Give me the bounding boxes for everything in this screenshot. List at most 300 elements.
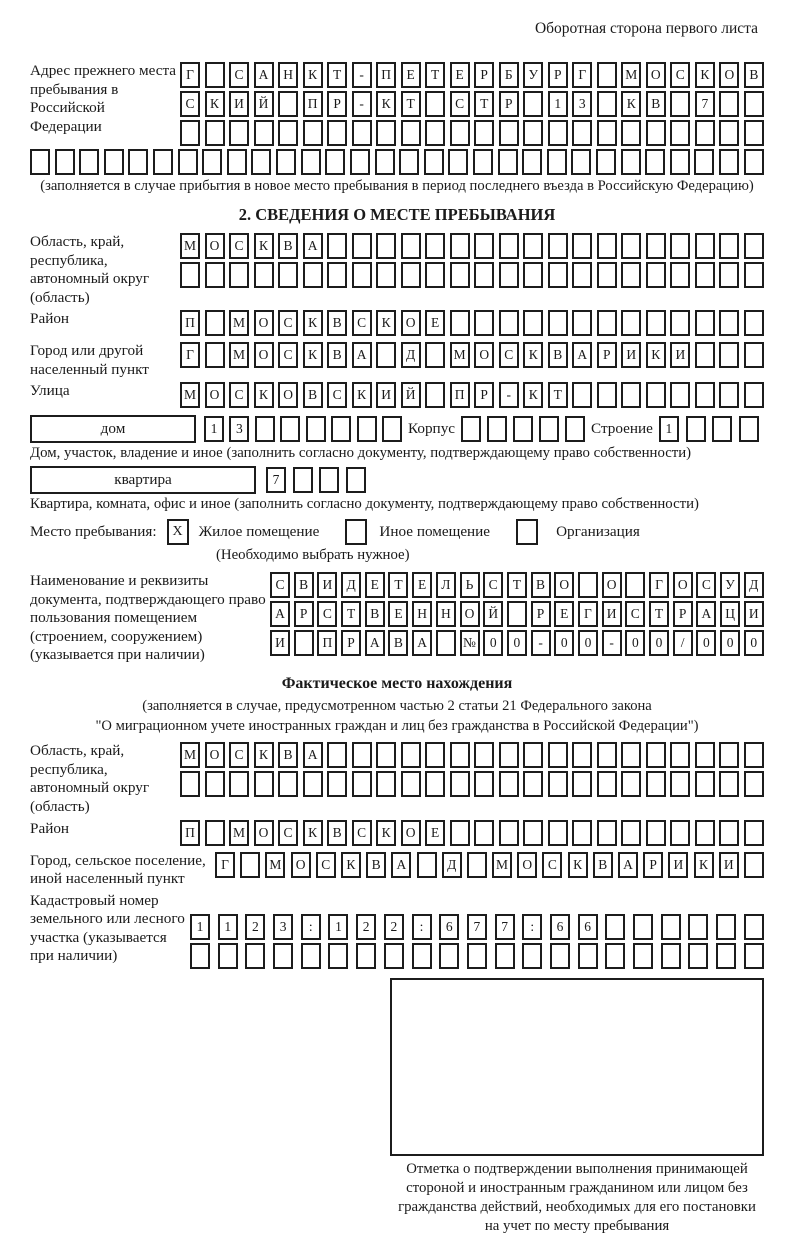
char-cell: [425, 771, 445, 797]
char-cell: С: [270, 572, 290, 598]
char-cell: В: [593, 852, 613, 878]
char-cell: [401, 262, 421, 288]
char-cell: [597, 233, 617, 259]
char-cell: [450, 120, 470, 146]
char-cell: Р: [643, 852, 663, 878]
char-cell: [240, 852, 260, 878]
char-cell: О: [205, 382, 225, 408]
char-cell: [327, 771, 347, 797]
char-cell: -: [352, 62, 372, 88]
char-cell: [670, 149, 690, 175]
char-cell: [417, 852, 437, 878]
document-row-3: [270, 630, 764, 656]
char-cell: [646, 771, 666, 797]
char-cell: 0: [696, 630, 716, 656]
char-cell: Т: [474, 91, 494, 117]
char-cell: [646, 742, 666, 768]
page-side-note: Оборотная сторона первого листа: [534, 20, 758, 37]
char-cell: 2: [356, 914, 376, 940]
char-cell: М: [180, 382, 200, 408]
checkbox-other-premises: [345, 519, 367, 545]
char-cell: Д: [744, 572, 764, 598]
char-cell: 7: [695, 91, 715, 117]
char-cell: О: [460, 601, 480, 627]
char-cell: Е: [450, 62, 470, 88]
char-cell: 7: [266, 467, 286, 493]
stamp-caption: Отметка о подтверждении выполнения принимающей стороной и иностранным гражданином или лицом без гражданства действий, необходимых для его постановки на учет по месту пребывания: [398, 1160, 756, 1235]
char-cell: С: [229, 742, 249, 768]
char-cell: [401, 742, 421, 768]
char-cell: С: [352, 310, 372, 336]
char-cell: Р: [673, 601, 693, 627]
char-cell: [205, 310, 225, 336]
char-cell: [670, 310, 690, 336]
char-cell: С: [327, 382, 347, 408]
char-cell: -: [352, 91, 372, 117]
char-cell: [178, 149, 198, 175]
char-cell: А: [352, 342, 372, 368]
char-cell: Н: [412, 601, 432, 627]
char-cell: [180, 262, 200, 288]
char-cell: [376, 262, 396, 288]
char-cell: [425, 91, 445, 117]
char-cell: А: [303, 233, 323, 259]
char-cell: [202, 149, 222, 175]
char-cell: [670, 262, 690, 288]
char-cell: 0: [578, 630, 598, 656]
char-cell: 2: [384, 914, 404, 940]
char-cell: [670, 820, 690, 846]
char-cell: В: [327, 342, 347, 368]
char-cell: [499, 771, 519, 797]
prev-address-block: [30, 62, 764, 149]
char-cell: [218, 943, 238, 969]
checkbox-organization: [516, 519, 538, 545]
char-cell: [522, 149, 542, 175]
district-line: [30, 310, 764, 339]
char-cell: С: [180, 91, 200, 117]
char-cell: [695, 820, 715, 846]
char-cell: К: [254, 742, 274, 768]
char-cell: [523, 120, 543, 146]
char-cell: К: [254, 382, 274, 408]
char-cell: [621, 820, 641, 846]
char-cell: [376, 742, 396, 768]
char-cell: 6: [578, 914, 598, 940]
section2-title: 2. СВЕДЕНИЯ О МЕСТЕ ПРЕБЫВАНИЯ: [238, 205, 556, 224]
char-cell: А: [696, 601, 716, 627]
char-cell: [621, 771, 641, 797]
stroenie-cells: [659, 416, 759, 442]
char-cell: [597, 382, 617, 408]
char-cell: О: [254, 820, 274, 846]
char-cell: 0: [649, 630, 669, 656]
char-cell: А: [391, 852, 411, 878]
char-cell: 1: [659, 416, 679, 442]
char-cell: [280, 416, 300, 442]
char-cell: О: [278, 382, 298, 408]
char-cell: [695, 342, 715, 368]
apartment-caption: Квартира, комната, офис и иное (заполнить согласно документу, подтверждающему право собственности): [30, 496, 699, 513]
char-cell: [180, 771, 200, 797]
actual-region-row-2: [180, 771, 764, 797]
char-cell: К: [646, 342, 666, 368]
char-cell: [744, 262, 764, 288]
char-cell: 1: [328, 914, 348, 940]
char-cell: Т: [649, 601, 669, 627]
char-cell: [278, 120, 298, 146]
char-cell: В: [294, 572, 314, 598]
actual-location-note-1: (заполняется в случае, предусмотренном частью 2 статьи 21 Федерального закона: [142, 698, 652, 715]
char-cell: М: [265, 852, 285, 878]
char-cell: В: [646, 91, 666, 117]
char-cell: [719, 120, 739, 146]
char-cell: [744, 310, 764, 336]
char-cell: [346, 467, 366, 493]
char-cell: [487, 416, 507, 442]
char-cell: С: [317, 601, 337, 627]
char-cell: [661, 914, 681, 940]
char-cell: В: [548, 342, 568, 368]
cadastre-row-2: [190, 943, 764, 969]
char-cell: [572, 310, 592, 336]
char-cell: [645, 149, 665, 175]
char-cell: 3: [273, 914, 293, 940]
char-cell: [350, 149, 370, 175]
char-cell: [597, 262, 617, 288]
char-cell: Р: [294, 601, 314, 627]
char-cell: [352, 742, 372, 768]
char-cell: [499, 120, 519, 146]
char-cell: [254, 771, 274, 797]
char-cell: Г: [572, 62, 592, 88]
char-cell: [294, 630, 314, 656]
char-cell: [572, 771, 592, 797]
char-cell: [548, 820, 568, 846]
actual-location-notes: [30, 697, 764, 736]
char-cell: 1: [204, 416, 224, 442]
char-cell: [712, 416, 732, 442]
char-cell: [303, 120, 323, 146]
char-cell: Г: [578, 601, 598, 627]
char-cell: 1: [218, 914, 238, 940]
char-cell: [450, 233, 470, 259]
char-cell: [425, 262, 445, 288]
char-cell: Р: [341, 630, 361, 656]
char-cell: [190, 943, 210, 969]
char-cell: [79, 149, 99, 175]
document-row-2: [270, 601, 764, 627]
char-cell: Й: [254, 91, 274, 117]
char-cell: [450, 310, 470, 336]
char-cell: С: [670, 62, 690, 88]
char-cell: В: [278, 233, 298, 259]
char-cell: -: [531, 630, 551, 656]
char-cell: [499, 310, 519, 336]
other-premises-label: Иное помещение: [379, 523, 491, 541]
char-cell: О: [254, 310, 274, 336]
char-cell: [572, 742, 592, 768]
char-cell: В: [531, 572, 551, 598]
cadastre-label: Кадастровый номер земельного или лесного участка (указывается при наличии): [30, 891, 185, 965]
char-cell: 0: [483, 630, 503, 656]
char-cell: [597, 771, 617, 797]
char-cell: С: [625, 601, 645, 627]
char-cell: [646, 262, 666, 288]
char-cell: [104, 149, 124, 175]
prev-address-note: (заполняется в случае прибытия в новое место пребывания в период последнего въезда в Российскую Федерацию): [40, 178, 754, 194]
city-row: [180, 342, 764, 368]
char-cell: [328, 943, 348, 969]
house-line: [30, 415, 764, 443]
char-cell: [450, 771, 470, 797]
char-cell: [495, 943, 515, 969]
char-cell: Т: [327, 62, 347, 88]
char-cell: [523, 742, 543, 768]
char-cell: М: [229, 820, 249, 846]
prev-address-row-4: [30, 149, 764, 175]
char-cell: М: [180, 233, 200, 259]
char-cell: [670, 91, 690, 117]
region-label: Область, край, республика, автономный округ (область): [30, 233, 150, 306]
char-cell: [597, 742, 617, 768]
document-line: [30, 572, 764, 665]
char-cell: [352, 233, 372, 259]
char-cell: Е: [388, 601, 408, 627]
char-cell: И: [621, 342, 641, 368]
char-cell: [744, 382, 764, 408]
char-cell: [571, 149, 591, 175]
char-cell: [719, 310, 739, 336]
char-cell: [695, 310, 715, 336]
stamp-box: [390, 978, 764, 1156]
char-cell: [572, 382, 592, 408]
char-cell: Ь: [460, 572, 480, 598]
char-cell: [450, 742, 470, 768]
char-cell: [205, 771, 225, 797]
char-cell: [376, 342, 396, 368]
char-cell: [686, 416, 706, 442]
char-cell: [572, 262, 592, 288]
char-cell: В: [366, 852, 386, 878]
char-cell: [229, 262, 249, 288]
char-cell: Й: [401, 382, 421, 408]
char-cell: В: [278, 742, 298, 768]
char-cell: [474, 771, 494, 797]
char-cell: 3: [572, 91, 592, 117]
char-cell: К: [523, 342, 543, 368]
char-cell: [352, 262, 372, 288]
char-cell: К: [303, 342, 323, 368]
char-cell: [382, 416, 402, 442]
char-cell: Р: [548, 62, 568, 88]
char-cell: К: [303, 310, 323, 336]
char-cell: М: [621, 62, 641, 88]
char-cell: [572, 820, 592, 846]
char-cell: Р: [474, 62, 494, 88]
char-cell: А: [365, 630, 385, 656]
char-cell: 7: [467, 914, 487, 940]
char-cell: С: [542, 852, 562, 878]
char-cell: Г: [215, 852, 235, 878]
char-cell: Т: [548, 382, 568, 408]
char-cell: [205, 62, 225, 88]
char-cell: П: [180, 820, 200, 846]
char-cell: О: [646, 62, 666, 88]
char-cell: В: [327, 310, 347, 336]
char-cell: [245, 943, 265, 969]
char-cell: [744, 120, 764, 146]
char-cell: [596, 149, 616, 175]
char-cell: Е: [412, 572, 432, 598]
char-cell: [436, 630, 456, 656]
char-cell: [474, 120, 494, 146]
char-cell: [744, 742, 764, 768]
char-cell: :: [522, 914, 542, 940]
region-row-2: [180, 262, 764, 288]
char-cell: В: [303, 382, 323, 408]
char-cell: И: [317, 572, 337, 598]
char-cell: [507, 601, 527, 627]
char-cell: [319, 467, 339, 493]
char-cell: М: [180, 742, 200, 768]
region-line: [30, 233, 764, 307]
char-cell: Р: [597, 342, 617, 368]
char-cell: 2: [245, 914, 265, 940]
char-cell: Е: [554, 601, 574, 627]
char-cell: [670, 742, 690, 768]
char-cell: И: [670, 342, 690, 368]
char-cell: :: [301, 914, 321, 940]
char-cell: В: [365, 601, 385, 627]
char-cell: О: [254, 342, 274, 368]
char-cell: К: [254, 233, 274, 259]
place-type-line: [30, 519, 764, 545]
char-cell: [128, 149, 148, 175]
char-cell: [278, 771, 298, 797]
char-cell: [399, 149, 419, 175]
char-cell: [621, 233, 641, 259]
char-cell: О: [474, 342, 494, 368]
prev-address-row-1: [180, 62, 764, 88]
document-rows: [270, 572, 764, 659]
char-cell: [473, 149, 493, 175]
char-cell: [276, 149, 296, 175]
char-cell: Г: [180, 62, 200, 88]
char-cell: [474, 310, 494, 336]
char-cell: [498, 149, 518, 175]
char-cell: К: [621, 91, 641, 117]
actual-region-label: Область, край, республика, автономный округ (область): [30, 742, 150, 816]
actual-location-body: [30, 742, 764, 971]
char-cell: [522, 943, 542, 969]
char-cell: К: [695, 62, 715, 88]
actual-location-title: Фактическое место нахождения: [281, 675, 513, 693]
char-cell: [439, 943, 459, 969]
char-cell: [661, 943, 681, 969]
char-cell: [205, 262, 225, 288]
char-cell: [597, 310, 617, 336]
char-cell: [646, 310, 666, 336]
char-cell: [572, 120, 592, 146]
char-cell: [325, 149, 345, 175]
char-cell: С: [278, 310, 298, 336]
char-cell: [327, 233, 347, 259]
char-cell: [357, 416, 377, 442]
char-cell: [744, 914, 764, 940]
house-caption: Дом, участок, владение и иное (заполнить согласно документу, подтверждающему право собственности): [30, 445, 692, 462]
char-cell: А: [303, 742, 323, 768]
char-cell: Р: [499, 91, 519, 117]
section2-body: [30, 233, 764, 665]
char-cell: П: [376, 62, 396, 88]
char-cell: К: [694, 852, 714, 878]
cadastre-row-1: [190, 914, 764, 940]
char-cell: Д: [401, 342, 421, 368]
char-cell: С: [278, 820, 298, 846]
char-cell: [352, 120, 372, 146]
char-cell: [450, 262, 470, 288]
char-cell: :: [412, 914, 432, 940]
char-cell: Е: [401, 62, 421, 88]
char-cell: [523, 820, 543, 846]
char-cell: [227, 149, 247, 175]
char-cell: М: [229, 342, 249, 368]
char-cell: [548, 310, 568, 336]
district-label: Район: [30, 310, 70, 328]
char-cell: [401, 771, 421, 797]
street-label: Улица: [30, 382, 70, 400]
char-cell: [425, 120, 445, 146]
char-cell: [565, 416, 585, 442]
char-cell: О: [673, 572, 693, 598]
place-type-note: (Необходимо выбрать нужное): [216, 547, 410, 564]
char-cell: [254, 120, 274, 146]
char-cell: [670, 382, 690, 408]
actual-district-line: [30, 820, 764, 849]
char-cell: [716, 943, 736, 969]
char-cell: А: [618, 852, 638, 878]
char-cell: [278, 91, 298, 117]
char-cell: [205, 120, 225, 146]
char-cell: Ц: [720, 601, 740, 627]
char-cell: [633, 943, 653, 969]
char-cell: К: [341, 852, 361, 878]
char-cell: [303, 262, 323, 288]
char-cell: [425, 382, 445, 408]
char-cell: [523, 310, 543, 336]
char-cell: К: [568, 852, 588, 878]
char-cell: [670, 233, 690, 259]
char-cell: [695, 382, 715, 408]
char-cell: [474, 262, 494, 288]
char-cell: [356, 943, 376, 969]
char-cell: [646, 382, 666, 408]
char-cell: Е: [425, 310, 445, 336]
char-cell: П: [180, 310, 200, 336]
char-cell: [548, 233, 568, 259]
char-cell: [205, 342, 225, 368]
char-cell: [744, 820, 764, 846]
char-cell: [352, 771, 372, 797]
char-cell: [205, 820, 225, 846]
char-cell: [229, 120, 249, 146]
char-cell: П: [317, 630, 337, 656]
char-cell: [499, 233, 519, 259]
char-cell: [548, 742, 568, 768]
char-cell: [55, 149, 75, 175]
char-cell: [474, 820, 494, 846]
